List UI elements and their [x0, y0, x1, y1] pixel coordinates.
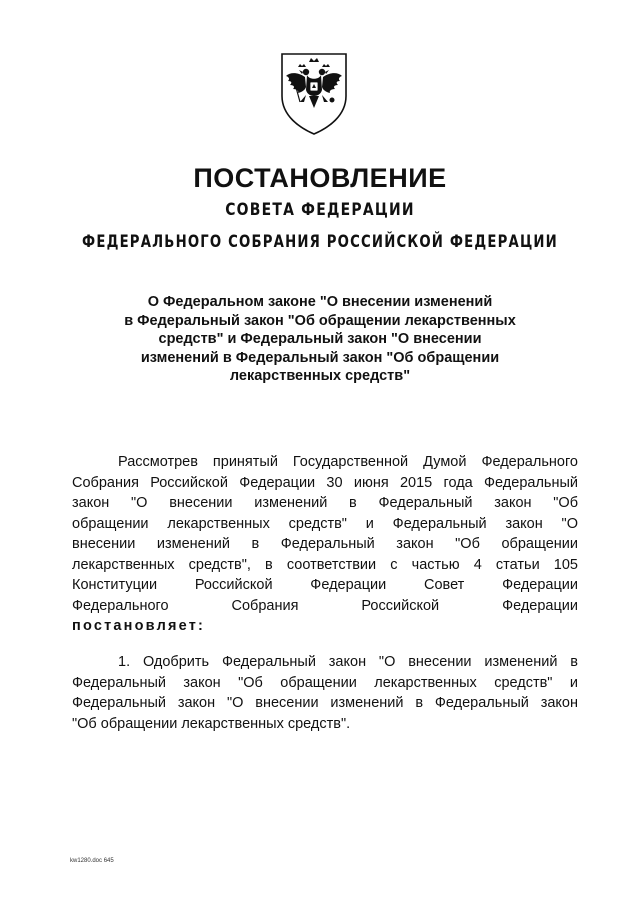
preamble-paragraph [72, 452, 578, 637]
paragraph-line: Рассмотрев принятый Государственной Думой Федерального [118, 454, 578, 470]
subject-line: средств" и Федеральный закон "О внесении [158, 331, 482, 347]
paragraph-line: Федеральный закон "Об обращении лекарственных средств" и [72, 674, 578, 691]
paragraph-line: внесении изменений в Федеральный закон "Об обращении [72, 536, 578, 552]
paragraph-line: лекарственных средств", в соответствии с частью 4 статьи 105 [72, 556, 578, 573]
document-subject [100, 293, 540, 386]
document-file-code: kw1280.doc 645 [70, 858, 114, 864]
subject-line: в Федеральный закон "Об обращении лекарственных [124, 312, 516, 329]
paragraph-line: закон "О внесении изменений в Федеральный закон "Об [72, 495, 578, 511]
paragraph-line: "Об обращении лекарственных средств". [72, 715, 351, 732]
document-issuer-line1: СОВЕТА ФЕДЕРАЦИИ [225, 200, 415, 220]
document-title: ПОСТАНОВЛЕНИЕ [193, 163, 447, 193]
subject-line: О Федеральном законе "О внесении изменений [147, 294, 493, 310]
coat-of-arms-emblem [276, 50, 352, 136]
paragraph-line: Федеральный закон "О внесении изменений в Федеральный закон [72, 695, 578, 711]
paragraph-line: Федерального Собрания Российской Федерации [72, 597, 578, 614]
paragraph-line: Собрания Российской Федерации 30 июня 2015 года Федеральный [72, 474, 578, 491]
subject-line: лекарственных средств" [229, 368, 411, 384]
paragraph-line: обращении лекарственных средств" и Федеральный закон "О [72, 515, 578, 532]
subject-line: изменений в Федеральный закон "Об обращении [140, 349, 500, 366]
paragraph-line: Конституции Российской Федерации Совет Федерации [72, 577, 578, 593]
document-issuer-line2: ФЕДЕРАЛЬНОГО СОБРАНИЯ РОССИЙСКОЙ ФЕДЕРАЦИИ [82, 232, 558, 252]
coat-of-arms-of-russia-icon [276, 50, 352, 136]
resolves-word: постановляет: [72, 618, 206, 634]
decision-paragraph [72, 652, 578, 734]
paragraph-line: 1. Одобрить Федеральный закон "О внесении изменений в [118, 654, 578, 670]
